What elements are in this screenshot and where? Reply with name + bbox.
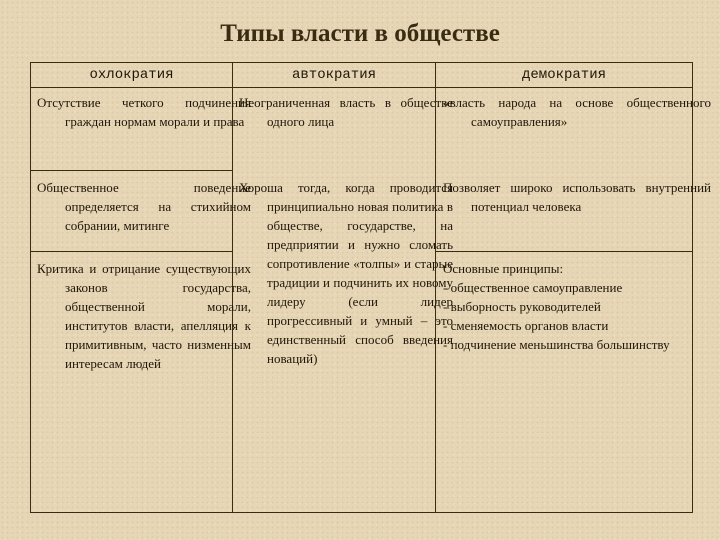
autocracy-cell-1: Неограниченная власть в обществе одного лица <box>239 95 453 129</box>
header-divider <box>31 87 692 88</box>
ochlocracy-cell-1: Отсутствие четкого подчинения граждан нормам морали и права <box>37 95 251 129</box>
row-divider <box>31 170 232 171</box>
page-title: Типы власти в обществе <box>220 20 500 47</box>
header-ochlocracy: охлократия <box>89 67 174 83</box>
power-types-table <box>30 62 711 513</box>
row-divider <box>31 251 232 252</box>
header-democracy: демократия <box>521 67 606 83</box>
autocracy-cell-2: Хороша тогда, когда проводится принципиально новая политика в обществе, государстве, на предприятии и нужно сломать сопротивление «толпы» и старые традиции и подчинить их новому лидеру (если лидер прогрессивный и умный – это единственный способ введения новаций) <box>239 180 453 366</box>
principle-item: - сменяемость органов власти <box>443 318 609 333</box>
democracy-principles <box>443 259 683 354</box>
principle-item: - подчинение меньшинства большинству <box>443 337 670 352</box>
democracy-cell-1: «власть народа на основе общественного самоуправления» <box>443 95 711 129</box>
principle-item: - общественное самоуправление <box>443 280 623 295</box>
ochlocracy-cell-3: Критика и отрицание существующих законов государства, общественной морали, институтов власти, апелляция к примитивным, часто низменным интересам людей <box>37 261 251 371</box>
row-divider <box>435 251 692 252</box>
ochlocracy-cell-2: Общественное поведение определяется на стихийном собрании, митинге <box>37 180 251 233</box>
principles-heading: Основные принципы: <box>443 261 564 276</box>
header-autocracy: автократия <box>291 67 376 83</box>
democracy-cell-2: Позволяет широко использовать внутренний потенциал человека <box>443 180 711 214</box>
principle-item: - выборность руководителей <box>443 299 601 314</box>
